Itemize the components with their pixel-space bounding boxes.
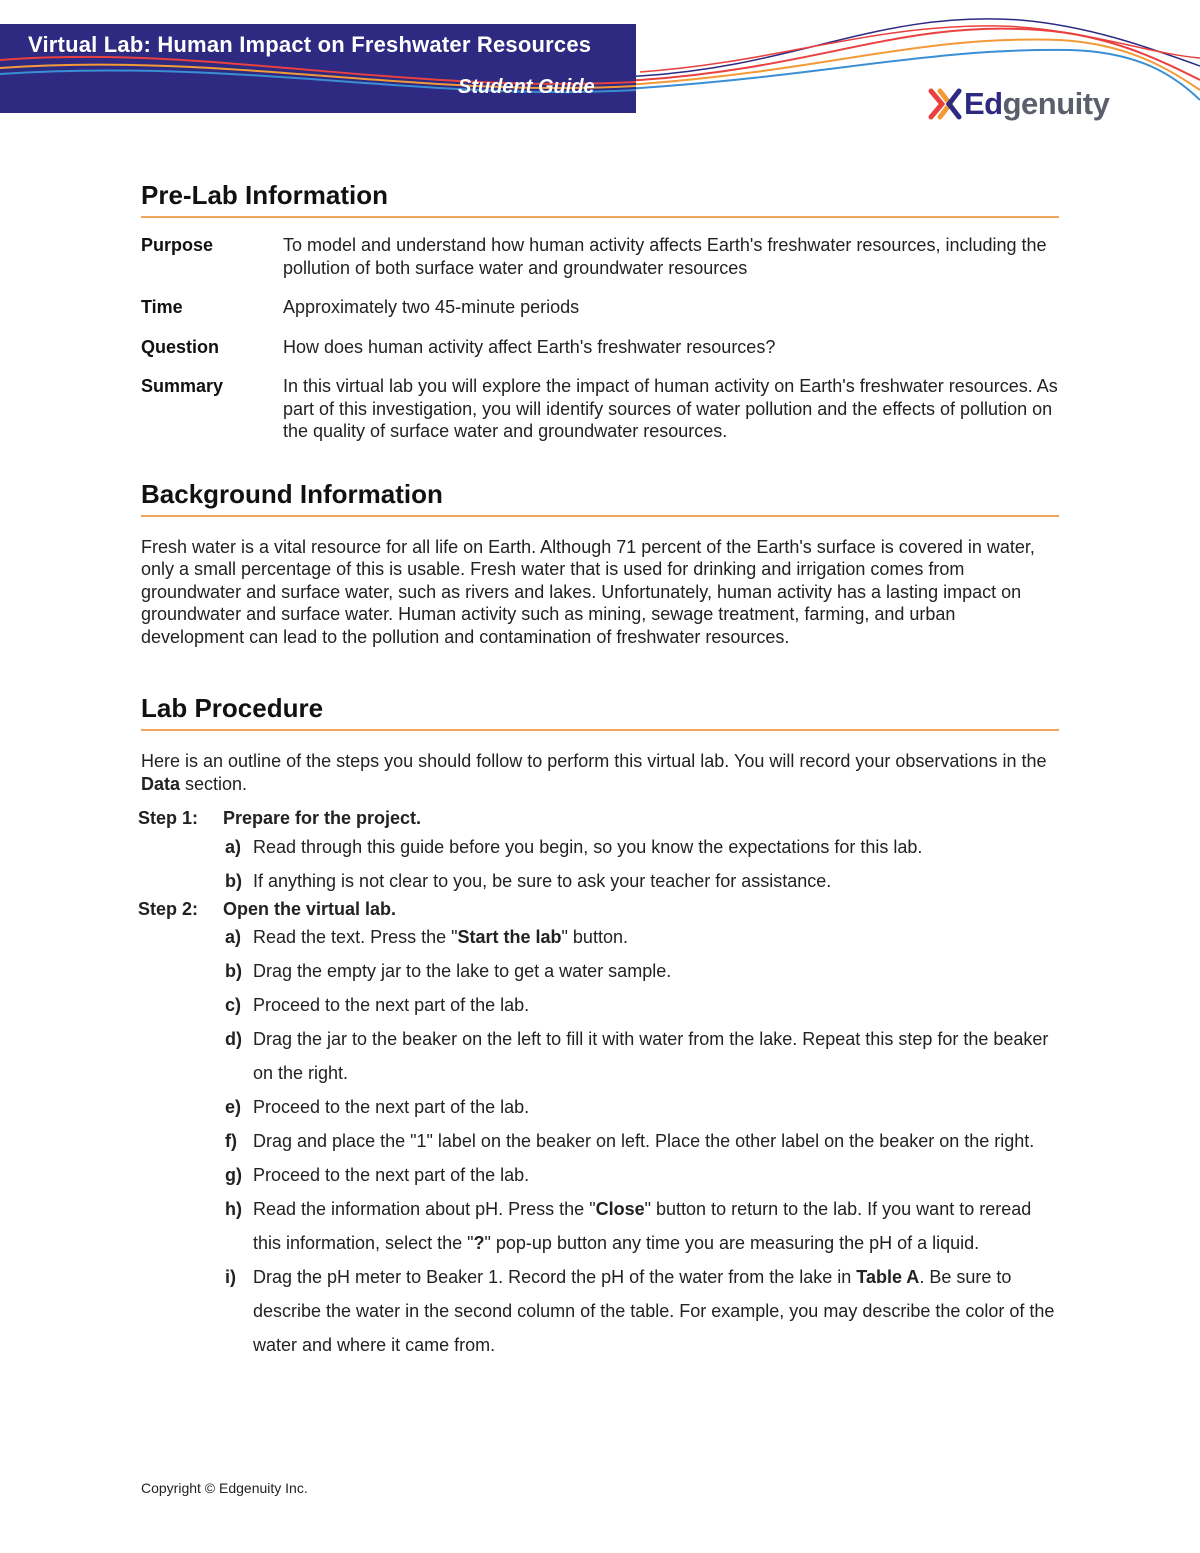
info-row-summary: Summary In this virtual lab you will explore the impact of human activity on Earth's freshwater resources. As part of this investigation, you will identify sources of water pollution and the effects of pollution on the quality of surface water and groundwater resources. [141, 376, 1058, 441]
prelab-info-table [141, 234, 1059, 443]
document-title: Virtual Lab: Human Impact on Freshwater Resources [28, 32, 592, 57]
list-item: b) If anything is not clear to you, be sure to ask your teacher for assistance. [225, 870, 832, 891]
info-row-purpose: Purpose To model and understand how human activity affects Earth's freshwater resources, including the pollution of both surface water and groundwater resources [141, 235, 1047, 278]
copyright-footer: Copyright © Edgenuity Inc. [141, 1480, 308, 1496]
list-item: a) Read the text. Press the "Start the lab" button. [225, 927, 628, 947]
list-item: i) Drag the pH meter to Beaker 1. Record the pH of the water from the lake in Table A. Be sure to describe the water in the second column of the table. For example, you may describe the color of the water and where it came from. [225, 1267, 1055, 1355]
list-item: h) Read the information about pH. Press the "Close" button to return to the lab. If you want to reread this information, select the "?" pop-up button any time you are measuring the pH of a liquid. [225, 1199, 1032, 1253]
background-paragraph: Fresh water is a vital resource for all life on Earth. Although 71 percent of the Earth's surface is covered in water, only a small percentage of this is usable. Fresh water that is used for drinking and irrigation comes from groundwater and surface water, such as rivers and lakes. Unfortunately, human activity has a lasting impact on groundwater and surface water. Human activity such as mining, sewage treatment, farming, and urban development can lead to the pollution and contamination of freshwater resources. [141, 536, 1035, 647]
edgenuity-logo [928, 84, 1109, 124]
step-1-list [225, 830, 1059, 898]
list-item: f) Drag and place the "1" label on the beaker on left. Place the other label on the beaker on the right. [225, 1131, 1035, 1151]
list-item: e) Proceed to the next part of the lab. [225, 1097, 530, 1117]
edgenuity-x-icon [928, 87, 962, 121]
list-item: g) Proceed to the next part of the lab. [225, 1165, 530, 1185]
list-item: b) Drag the empty jar to the lake to get a water sample. [225, 961, 672, 981]
step-1-heading: Step 1: Prepare for the project. [138, 808, 422, 828]
info-row-question: Question How does human activity affect Earth's freshwater resources? [141, 336, 776, 357]
background-heading: Background Information [141, 479, 1059, 517]
document-subtitle: Student Guide [458, 76, 595, 98]
document-body [138, 180, 1059, 1362]
prelab-heading: Pre-Lab Information [141, 180, 1059, 218]
list-item: a) Read through this guide before you begin, so you know the expectations for this lab. [225, 836, 923, 857]
procedure-intro: Here is an outline of the steps you should follow to perform this virtual lab. You will record your observations in the Data section. [141, 751, 1047, 794]
procedure-heading: Lab Procedure [141, 693, 1059, 731]
list-item: c) Proceed to the next part of the lab. [225, 995, 530, 1015]
info-row-time: Time Approximately two 45-minute periods [141, 297, 580, 317]
step-2-heading: Step 2: Open the virtual lab. [138, 898, 397, 919]
list-item: d) Drag the jar to the beaker on the left to fill it with water from the lake. Repeat this step for the beaker on the right. [225, 1029, 1049, 1083]
step-2-list [225, 920, 1059, 1362]
logo-wordmark: Edgenuity [964, 86, 1110, 121]
